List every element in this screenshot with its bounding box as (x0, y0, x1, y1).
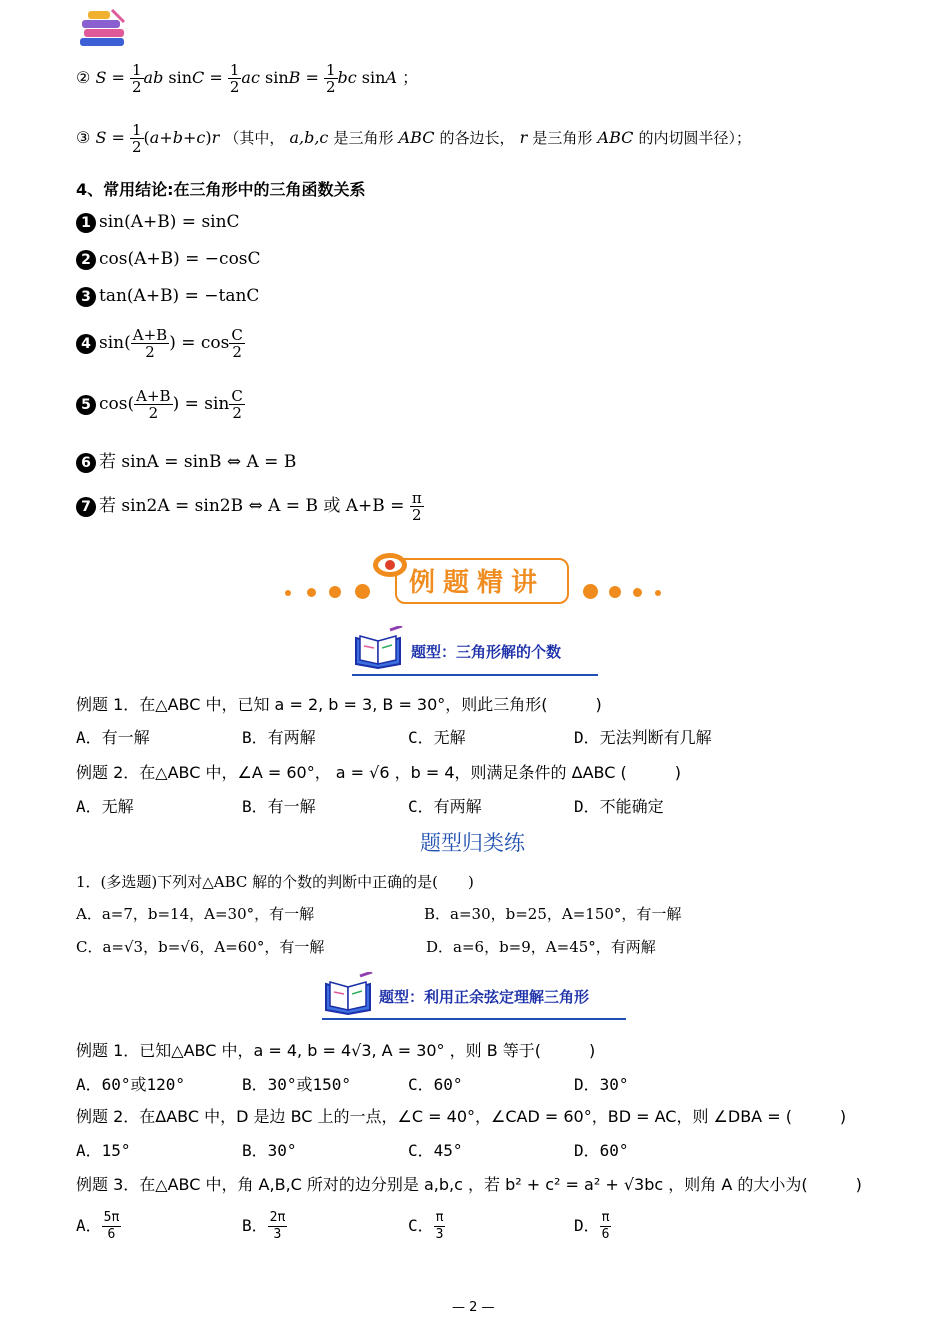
type2-ex3-option-c: C． $\frac{\pi}{3}$ (408, 1210, 444, 1242)
example-banner (285, 548, 665, 604)
type2-heading: 题型：利用正余弦定理解三角形 (379, 988, 590, 1006)
type2-example-1-question: 例题 1．已知△ABC 中，a = 4, b = 4√3, A = 30° ，则 B 等于( ) (76, 1041, 596, 1060)
practice-1-option-b: B．a=30，b=25，A=150°，有一解 (424, 905, 682, 923)
type1-ex2-option-a: A．无解 (76, 797, 134, 816)
type2-ex1-option-b: B．30°或150° (242, 1075, 352, 1094)
type2-example-3-question: 例题 3．在△ABC 中，角 A,B,C 所对的边分别是 a,b,c ，若 b² + c² = a² + √3bc ，则角 A 的大小为( ) (76, 1175, 862, 1194)
practice-title: 题型归类练 (420, 831, 525, 855)
type2-ex3-option-a: A． $\frac{5\pi}{6}$ (76, 1210, 120, 1242)
type2-ex3-option-d: D． $\frac{\pi}{6}$ (574, 1210, 610, 1242)
type2-ex2-option-a: A．15° (76, 1141, 131, 1160)
type2-underline (322, 1018, 626, 1020)
open-book-icon (352, 626, 404, 670)
practice-1-option-a: A．a=7，b=14，A=30°，有一解 (76, 905, 315, 923)
practice-1-question: 1．(多选题)下列对△ABC 解的个数的判断中正确的是( ) (76, 873, 474, 891)
type2-ex2-option-c: C．45° (408, 1141, 463, 1160)
open-book-icon (322, 972, 374, 1016)
type2-ex2-option-d: D．60° (574, 1141, 629, 1160)
type2-example-2-question: 例题 2．在ΔABC 中，D 是边 BC 上的一点，∠C = 40°，∠CAD = 60°，BD = AC，则 ∠DBA = ( ) (76, 1107, 847, 1126)
type1-underline (352, 674, 598, 676)
type2-ex1-option-c: C．60° (408, 1075, 463, 1094)
type1-heading: 题型：三角形解的个数 (411, 643, 562, 661)
type1-ex1-option-b: B．有两解 (242, 728, 316, 747)
identity-item-6: 6 若 sinA = sinB ⇔ A = B (76, 447, 296, 473)
practice-1-option-d: D．a=6，b=9，A=45°，有两解 (426, 938, 656, 956)
banner-title: 例题精讲 (409, 568, 546, 598)
type1-ex1-option-d: D．无法判断有几解 (574, 728, 712, 747)
identity-item-1: 1 sin(A+B) = sinC (76, 212, 240, 233)
type2-ex1-option-a: A．60°或120° (76, 1075, 186, 1094)
type1-ex2-option-b: B．有一解 (242, 797, 316, 816)
area-formula-2: ② S = $\frac{1}{2}$ ab sinC = $\frac{1}{2}$ ac sinB = $\frac{1}{2}$ bc sinA ； (76, 61, 419, 96)
type2-ex1-option-d: D．30° (574, 1075, 629, 1094)
books-stack-icon (78, 8, 128, 50)
type1-ex1-option-a: A．有一解 (76, 728, 150, 747)
eye-icon (371, 550, 409, 580)
identity-item-4: 4 sin( $\frac{A+B}{2}$ ) = cos $\frac{C}{2}$ (76, 327, 245, 360)
type1-ex1-option-c: C．无解 (408, 728, 466, 747)
identity-item-3: 3 tan(A+B) = −tanC (76, 286, 259, 307)
type1-example-1-question: 例题 1．在△ABC 中，已知 a = 2, b = 3, B = 30°，则此三角形( ) (76, 695, 602, 714)
identity-item-5: 5 cos( $\frac{A+B}{2}$ ) = sin $\frac{C}{2}$ (76, 388, 245, 421)
identity-item-2: 2 cos(A+B) = −cosC (76, 249, 261, 270)
page-number: — 2 — (452, 1300, 495, 1315)
identity-item-7: 7 若 sin2A = sin2B ⇔ A = B 或 A+B = $\frac{\pi}{2}$ (76, 490, 424, 523)
area-formula-3: ③ S = $\frac{1}{2}$ (a+b+c)r （其中， a,b,c 是三角形 ABC 的各边长， r 是三角形 ABC 的内切圆半径）； (76, 121, 751, 156)
section-heading: 4、常用结论:在三角形中的三角函数关系 (76, 180, 366, 199)
type2-ex2-option-b: B．30° (242, 1141, 297, 1160)
type2-ex3-option-b: B． $\frac{2\pi}{3}$ (242, 1210, 286, 1242)
type1-ex2-option-d: D．不能确定 (574, 797, 664, 816)
type1-ex2-option-c: C．有两解 (408, 797, 482, 816)
practice-1-option-c: C．a=√3，b=√6，A=60°，有一解 (76, 938, 325, 956)
type1-example-2-question: 例题 2．在△ABC 中，∠A = 60°， a = √6 ，b = 4，则满足条件的 ΔABC ( ) (76, 763, 681, 782)
